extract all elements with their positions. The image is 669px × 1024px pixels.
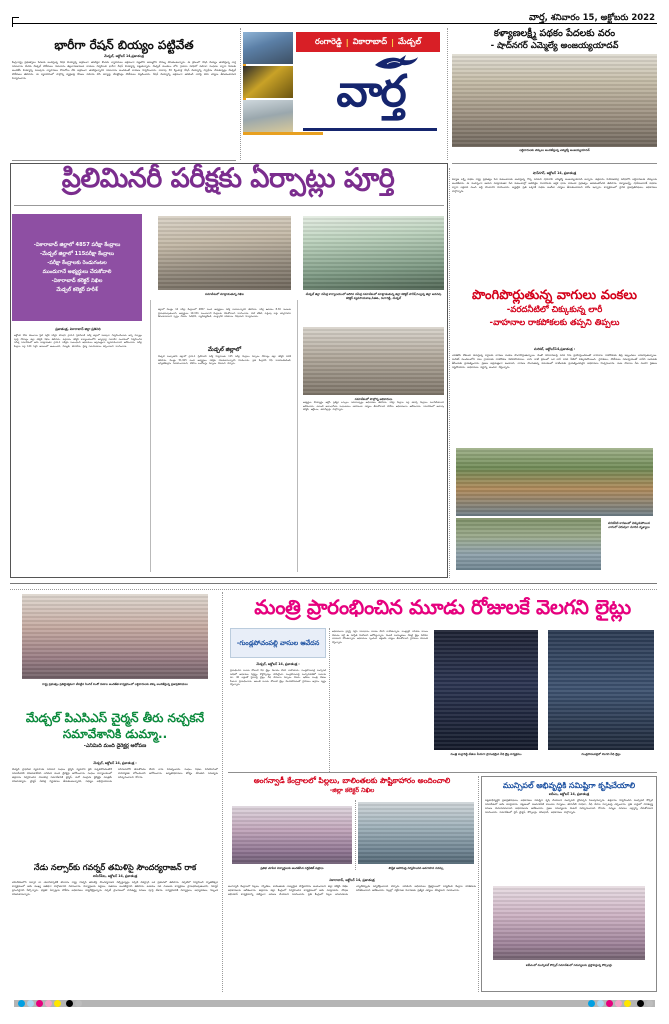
municipal-dateline: ఐబీఎం, అక్టోబర్ 14, ప్రజాతంత్ర	[548, 792, 590, 796]
main-story-highlights-box	[12, 214, 142, 321]
gutter-rule-2	[447, 28, 448, 160]
lights-col-2	[332, 630, 428, 769]
anganwadi-audience-photo	[358, 802, 474, 864]
masthead-underline	[303, 128, 437, 131]
main-col-rule-1	[150, 300, 151, 572]
district-rangareddy: రంగారెడ్డి	[314, 36, 342, 46]
divider-top-left	[12, 160, 236, 161]
lights-story-bottom-rule	[228, 772, 657, 773]
issue-date: , శనివారం 15, అక్టోబరు 2022	[544, 13, 655, 23]
anganwadi-headline: అంగన్వాడీ కేంద్రాలలో పిల్లలు, బాలింతలకు పౌష్టికాహారం అందించాలి	[253, 776, 451, 785]
flood-dateline: మరికల్, అక్టోబర్14,ప్రజాతంత్ర :	[533, 347, 575, 351]
municipal-council-caption: ఐబీఎంలో మున్సిపల్ కౌన్సిల్ సమావేశంలో సమస్యలను ప్రస్తావిస్తున్న కౌన్సిలర్లు	[525, 963, 613, 967]
street-light-pole-photo	[548, 630, 654, 750]
main-col-2-body: మేడ్చల్ మల్కాజిగిరి జిల్లాలో గ్రూప్-1 ప్రిలిమినరీ పరీక్ష నిర్వహణకు 115 పరీక్షా కేంద్రాలు ఏర్పాటు చేసినట్లు జిల్లా కలెక్టర్ హరీశ్ తెలిపారు. మొత్తం 51,915 మంది అభ్యర్థులు పరీక్షకు హాజరుకానున్నారని వివరించారు. ప్రతి కేంద్రానికి చీఫ్ సూపరింటెండెంట్, ఇన్విజిలేటర్లను నియమించామని, పోలీసు బందోబస్తు ఏర్పాటు చేశామని చెప్పారు.	[158, 355, 291, 365]
cheque-handover-caption: రాష్ట్ర ప్రభుత్వం ప్రతిష్టాత్మకంగా చేపట్టిన సింగిల్ విండో రుణాల అందజేత కార్యక్రమంలో లబ్ధిదారులకు చెక్కు అందజేస్తున్న ప్రజాప్రతినిధులు	[42, 682, 188, 686]
reg-dot-cyan-right	[588, 1000, 595, 1007]
flood-people-photo	[456, 518, 601, 570]
press-meet-caption: మేడ్చల్ జిల్లా సమీక్ష కార్యాలయంలో జరిగిన సమీక్ష సమావేశంలో మాట్లాడుతున్న జిల్లా కలెక్టర్ హరీశ్,సెల్వన్న జిల్లా అదనపు కలెక్టర్ వ్యవసాయశాఖ,సిఈఓ, రంగారెడ్డి, మేడ్చల్	[305, 292, 442, 300]
pacs-body-block	[12, 760, 218, 860]
gutter-rule-6	[329, 628, 330, 772]
street-light-pole-caption: గుండ్లపోచంపల్లిలో వెలగని వీధి లైట్లు	[581, 752, 621, 756]
masthead-logo-text: వార్త	[336, 66, 405, 117]
ration-dateline: మేడ్చల్, అక్టోబర్ 14,ప్రజాతంత్ర	[104, 54, 144, 58]
flood-headline: పొంగిపొర్లుతున్న వాగులు వంకలు	[471, 288, 638, 303]
main-col-1-body: అక్టోబర్ 16న తెలంగాణ స్టేట్ పబ్లిక్ సర్వీస్ కమిషన్ గ్రూప్-1 ప్రిలిమినరీ పరీక్ష జిల్లాలో సజావుగా నిర్వహించేందుకు అన్ని ఏర్పాట్లు పూర్తి చేసినట్లు జిల్లా కలెక్టర్ నిఖిల తెలిపారు. శుక్రవారం కలెక్టర్ కార్యాలయంలోని అన్నపూర్ణ సమావేశ మందిరంలో నిర్వహించిన సమీక్ష సమావేశంలో ఆమె మాట్లాడుతూ గ్రూప్-1 పరీక్షకు సంబంధించి అధికారులు అప్రమత్తంగా వ్యవహరించాలని ఆదేశించారు. పరీక్షా కేంద్రాల వద్ద 144 సెక్షన్ అమలులో ఉంటుందని, విద్యుత్, తాగునీరు, వైద్య సదుపాయాలు కల్పించాలని సూచించారు.	[14, 334, 142, 348]
cheque-handover-photo	[22, 594, 208, 679]
district-separator-2: |	[391, 37, 394, 47]
municipal-story	[485, 780, 653, 876]
reg-dot-gray-right	[646, 1000, 653, 1007]
lights-col-2-body: అధికారులను ప్రశ్నిస్తే సరైన సమాధానం రావడం లేదని వాపోతున్నారు. కాంట్రాక్టర్ నాసిరకం పనులు చేయడం వల్లే ఈ పరిస్థితి నెలకొందని ఆరోపిస్తున్నారు. వెంటనే మరమ్మతులు చేపట్టి లైట్లు వెలిగేలా చూడాలని కోరుతున్నారు. అధికారులు స్పందించి తక్షణమే చర్యలు తీసుకోవాలని స్థానికులు డిమాండ్ చేస్తున్నారు.	[332, 630, 428, 644]
flood-lorry-photo	[456, 448, 653, 516]
lights-subhead-box	[230, 628, 326, 658]
flood-body-block	[452, 346, 657, 442]
flood-photo-caption: వరదనీటి కారణంలో చిక్కుకుపోయిన వాగులో చెరువుగా మారిన దృశ్యాలు	[608, 521, 650, 530]
kalyanalakshmi-photo-caption: లబ్ధిదారులకు చెక్కులు అందజేస్తున్న ఎమ్మెల్యే అంజయ్యయాదవ్	[519, 148, 590, 152]
municipal-headline: మున్సిపల్ అభివృద్ధికి సమిష్టిగా కృషిచేయాలి	[502, 781, 636, 790]
registration-bar	[14, 1000, 655, 1007]
anganwadi-children-photo	[232, 806, 352, 864]
reg-dot-yellow-left	[54, 1000, 61, 1007]
anganwadi-subhead: -జిల్లా కలెక్టర్ నిఖిల	[329, 787, 375, 794]
highlight-line-3: -పరీక్షా కేంద్రాలకు రెండుగంటల	[47, 260, 107, 266]
reg-dot-lightmagenta-right	[615, 1000, 622, 1007]
pacs-headline-block	[12, 710, 218, 756]
masthead-bottom-bar	[243, 132, 323, 135]
mid-page-divider	[10, 583, 657, 584]
publication-name: వార్త	[529, 12, 545, 23]
gutter-rule-7	[355, 800, 356, 870]
pacs-headline-line-1: మేడ్చల్ పిఎసిఎస్ చైర్మన్ తీరు నచ్చకనే	[25, 711, 205, 725]
kalyanalakshmi-photo	[452, 54, 657, 147]
collector-meeting-caption: సమావేశంలో మాట్లాడుతున్న నిఖిల	[205, 292, 244, 296]
mid-page-divider-dotted	[10, 589, 657, 590]
inauguration-poster-photo	[434, 630, 538, 750]
ration-body: కేంద్ర,రాష్ట్ర ప్రభుత్వాలు పేదలకు అందిస్తున్న రేషన్ బియ్యాన్ని అక్రమంగా తరలిస్తూ కొందరు వ్యాపారులు అక్రమంగా పట్టుకొని అమ్ముకొని సొమ్ము చేసుకుంటున్నారు. ఈ క్రమంలో రేషన్ బియ్యం తరలిస్తున్న వార్త సమాచారం మేరకు మేడ్చల్ పోలీసులు గురువారం తెల్లవారుజామున దాడులు నిర్వహించి భారీగా రేషన్ బియ్యాన్ని పట్టుకున్నారు. మేడ్చల్ మండలం లోని గ్రామాల పరిధిలో మహిళా సంఘాల ద్వారా పేదలకు అందజేసే బియ్యాన్ని పలువురు వ్యాపారులు కొనుగోలు చేసి అక్రమంగా తరలిస్తున్నారని సమాచారం అందడంతో దాడులు నిర్వహించారు. దాదాపు 30 క్వింటాళ్ల రేషన్ బియ్యాన్ని స్వాధీనం చేసుకున్నట్లు మేడ్చల్ పోలీసులు తెలిపారు. ఈ వ్యవహారంలో పాల్గొన్న వ్యక్తులపై కేసులు నమోదు చేసి దర్యాప్తు చేపట్టినట్లు పోలీసులు వెల్లడించారు. రేషన్ బియ్యాన్ని అక్రమంగా తరలించే వారిపై కఠిన చర్యలు తీసుకుంటామని హెచ్చరించారు.	[12, 61, 236, 80]
press-meet-photo	[303, 216, 444, 290]
lights-col-1	[230, 661, 326, 769]
municipal-council-photo	[493, 886, 645, 960]
anganwadi-headline-block	[228, 776, 476, 800]
main-col-1	[14, 326, 142, 572]
lights-dateline: మేడ్చల్, అక్టోబర్ 14, ప్రజాతంత్ర :	[256, 662, 300, 666]
main-col-3	[303, 401, 444, 573]
anganwadi-dateline: వికారాబాద్, అక్టోబర్ 14, ప్రజాతంత్ర	[329, 878, 375, 882]
main-subhead-medchal: మేడ్చల్ జిల్లాలో	[207, 347, 242, 353]
reg-dot-black-left	[66, 1000, 73, 1007]
collector-meeting-photo	[158, 216, 291, 290]
lights-subhead: -గుండ్లపోచంపల్లి వాసుల ఆవేదన	[236, 638, 320, 647]
ration-headline: భారీగా రేషన్ బియ్యం పట్టివేత	[54, 38, 194, 52]
gutter-rule-3	[449, 168, 450, 578]
kalyanalakshmi-dateline: షాద్‌నగర్, అక్టోబర్ 14, ప్రజాతంత్ర	[532, 171, 577, 175]
officials-hall-caption: సమావేశంలో పాల్గొన్న అధికారులు	[354, 397, 393, 401]
reg-dot-gray-left	[75, 1000, 82, 1007]
main-col-3-body: అభ్యర్థుల సౌకర్యార్థం ఆర్టీసీ ప్రత్యేక బస్సులు నడపనున్నట్లు అధికారులు తెలిపారు. పరీక్షా కేంద్రాల వద్ద జిరాక్స్ కేంద్రాలు మూసివేయాలని ఆదేశించారు. ఎలాంటి అవాంఛనీయ సంఘటనలు జరగకుండా చర్యలు తీసుకోవాలని పోలీసు అధికారులను ఆదేశించారు. సమావేశంలో అదనపు కలెక్టర్, ఆర్డీఓలు, తహసీల్దార్లు పాల్గొన్నారు.	[303, 401, 444, 411]
main-col-2-intro: జిల్లాలో మొత్తం 14 పరీక్షా కేంద్రాలలో 4857 మంది అభ్యర్థులు పరీక్ష రాయనున్నారని తెలిపారు. పరీక్ష ఉదయం 8.30 గంటలకు ప్రారంభమవుతుందని, అభ్యర్థులు 10-15ని ముందుగానే కేంద్రాలకు చేరుకోవాలని సూచించారు. హాల్ టికెట్, గుర్తింపు కార్డు తప్పనిసరిగా తీసుకురావాలని స్పష్టం చేశారు. సెల్‌ఫోన్, క్యాలిక్యులేటర్, ఎలక్ట్రానిక్ పరికరాలు నిషేధమని హెచ్చరించారు.	[158, 308, 291, 318]
gutter-rule-4	[222, 592, 223, 992]
main-dateline-1: ప్రజాతంత్ర, వికారాబాద్ జిల్లా ప్రతినిధి	[55, 327, 101, 331]
main-col-rule-2	[297, 300, 298, 572]
industry-photo	[243, 100, 293, 132]
flood-subhead-1: -వరదనీటిలో చిక్కుకున్న లారీ	[506, 305, 603, 315]
governor-body: శామీర్‌పేటలోని నల్సార్ లా యూనివర్సిటీకి శనివారం రాష్ట్ర గవర్నర్ తమిళిసై సౌందర్యరాజన్ విచ్చేస్తున్నట్లు వర్సిటీ రిజిస్ట్రార్ ఒక ప్రకటనలో తెలిపారు. వర్సిటీలో నిర్వహించే స్నాతకోత్సవ కార్యక్రమంలో ఆమె ముఖ్య అతిథిగా పాల్గొంటారని వివరించారు. విద్యార్థులకు పట్టాలు, పతకాలు అందజేస్తారని తెలిపారు. ఉదయం పది గంటలకు కార్యక్రమం ప్రారంభమవుతుందని, గవర్నర్ ప్రసంగిస్తారని పేర్కొన్నారు. భద్రతా ఏర్పాట్లను పోలీసు అధికారులు పర్యవేక్షిస్తున్నారు. వర్సిటీ ప్రాంగణంలో పారిశుద్ధ్య పనులు పూర్తి చేశారు. కార్యక్రమానికి విద్యార్థులు, అధ్యాపకులు, సిబ్బంది హాజరుకానున్నారు.	[12, 881, 218, 896]
reg-dot-lightmagenta-left	[45, 1000, 52, 1007]
crop-mark-horizontal	[12, 17, 19, 18]
kalyanalakshmi-body: కళ్యాణ లక్ష్మీ పథకం రాష్ట్ర ప్రభుత్వం పేద కుటుంబాలకు అందిస్తున్న గొప్ప వరమని షాద్‌నగర్ ఎమ్మెల్యే అంజయ్యయాదవ్ అన్నారు. శుక్రవారం నియోజకవర్గ పరిధిలోని లబ్ధిదారులకు చెక్కులను అందజేశారు. ఈ సందర్భంగా ఆయన మాట్లాడుతూ పేద కుటుంబాల్లో ఆడబిడ్డల వివాహాలకు ఆర్థిక భారం కాకుండా ప్రభుత్వం ఆదుకుంటోందని తెలిపారు. కళ్యాణలక్ష్మీ, షాదీముబారక్ పథకాల ద్వారా లక్షలాది మంది లబ్ధి పొందారని వివరించారు. అర్హులైన ప్రతి ఒక్కరికీ పథకం అందేలా చర్యలు తీసుకుంటామని హామీ ఇచ్చారు. కార్యక్రమంలో స్థానిక ప్రజాప్రతినిధులు, అధికారులు పాల్గొన్నారు.	[452, 178, 657, 193]
masthead-photo-strip	[243, 32, 293, 132]
reg-dot-black-right	[637, 1000, 644, 1007]
gutter-rule-5	[478, 776, 479, 992]
lights-headline: మంత్రి ప్రారంభించిన మూడు రోజులకే వెలగని లైట్లు	[254, 595, 631, 619]
highlight-line-1: -వికారాబాద్ జిల్లాలో 4857 పరీక్షా కేంద్రాలు	[33, 242, 121, 248]
main-headline-rule	[14, 205, 444, 206]
district-separator-1: |	[345, 37, 349, 47]
flood-headline-block	[452, 288, 657, 344]
highlight-line-6: మేడ్చల్ కలెక్టర్ హరీశ్	[56, 287, 98, 293]
pacs-body: మేడ్చల్ ప్రాథమిక వ్యవసాయ సహకార సంఘం చైర్మన్ వ్యవహార శైలి నచ్చకపోవడంతోనే సమావేశానికి హాజరుకాలేదని ఎనిమిది మంది డైరెక్టర్లు ఆరోపించారు. సంఘం కార్యాలయంలో శుక్రవారం నిర్వహించిన పాలకవర్గ సమావేశానికి చైర్మన్, మరో ముగ్గురు డైరెక్టర్లు మాత్రమే హాజరయ్యారు. చైర్మన్ ఏకపక్ష నిర్ణయాలు తీసుకుంటున్నారని, సభ్యుల అభిప్రాయాలను పరిగణనలోకి తీసుకోవడం లేదని వారు విమర్శించారు. సంఘం నిధుల వినియోగంలో పారదర్శకత లోపించిందని ఆరోపించారు. ఉన్నతాధికారులు జోక్యం చేసుకుని సమస్యను పరిష్కరించాలని కోరారు.	[12, 768, 218, 783]
reg-dot-lightcyan-left	[27, 1000, 34, 1007]
reg-dot-lightcyan-right	[597, 1000, 604, 1007]
kalyanalakshmi-subhead: - షాద్‌నగర్ ఎమ్మెల్యే అంజయ్యయాదవ్	[490, 41, 619, 51]
anganwadi-body: అంగన్వాడీ కేంద్రాలలో పిల్లలు, గర్భిణీలు, బాలింతలకు నాణ్యమైన పౌష్టికాహారం అందించాలని జిల్లా కలెక్టర్ నిఖిల అధికారులను ఆదేశించారు. శుక్రవారం జిల్లా కేంద్రంలో నిర్వహించిన కార్యక్రమంలో ఆమె మాట్లాడారు. పోషణ అభియాన్ కార్యక్రమాన్ని పటిష్టంగా అమలు చేయాలని సూచించారు. ప్రతి కేంద్రంలో పిల్లల ఎదుగుదలను ఎప్పటికప్పుడు పర్యవేక్షించాలని చెప్పారు. ఐసీడీఎస్ అధికారులు క్షేత్రస్థాయిలో పర్యటించి కేంద్రాల పనితీరును పరిశీలించాలని ఆదేశించారు. పిల్లల్లో రక్తహీనత నివారణకు ప్రత్యేక చర్యలు చేపట్టాలని సూచించారు.	[228, 885, 476, 896]
reg-dot-magenta-right	[606, 1000, 613, 1007]
pacs-headline-line-2: సమావేశానికి డుమ్మా..	[62, 727, 168, 741]
anganwadi-audience-caption: పౌష్టిక ఆహారంపై నిర్వహించిన అవగాహన సదస్సు	[388, 866, 444, 870]
flood-body: ఎడతెరిపి లేకుండా కురుస్తున్న వర్షాలకు వాగులు వంకలు పొంగిపొర్లుతున్నాయి. దీంతో రహదారులపై వరద నీరు ప్రవహిస్తుండటంతో వాహనాల రాకపోకలకు తీవ్ర ఇబ్బందులు ఎదురవుతున్నాయి. మరికల్ మండలంలోని పలు గ్రామాలకు రాకపోకలు నిలిచిపోయాయి. వాగు దాటే క్రమంలో ఒక లారీ వరద నీటిలో చిక్కుకుపోయింది. స్థానికులు, పోలీసులు సమన్వయంతో లారీని బయటకు తీసేందుకు ప్రయత్నించారు. ప్రజలు అప్రమత్తంగా ఉండాలని, వాగులు పొంగుతున్న సమయంలో దాటేందుకు ప్రయత్నించవద్దని అధికారులు హెచ్చరించారు. పంట పొలాలు నీట మునిగి రైతులు నష్టపోయారు. అధికారులు నష్టాన్ని అంచనా వేస్తున్నారు.	[452, 354, 657, 369]
district-vikarabad: వికారాబాద్	[352, 36, 388, 46]
pacs-dateline: మేడ్చల్, అక్టోబర్ 14, ప్రజాతంత్ర :	[93, 761, 137, 765]
anganwadi-body-block	[228, 877, 476, 992]
temple-photo	[243, 32, 293, 64]
governor-story	[12, 862, 218, 992]
inauguration-poster-caption: మంత్రి మల్లారెడ్డి చేతుల మీదుగా ప్రారంభమైన వీధి లైట్ల కార్యక్రమం	[450, 752, 522, 756]
reg-dot-magenta-left	[36, 1000, 43, 1007]
highlight-line-2: -మేడ్చల్ జిల్లాలో 115పరీక్షా కేంద్రాలు	[39, 251, 114, 257]
governor-dateline: శామీర్‌పేట, అక్టోబర్ 14, ప్రజాతంత్ర	[92, 874, 138, 878]
kalyanalakshmi-headline: కళ్యాణలక్ష్మీ పథకం పేదలకు వరం	[493, 28, 616, 39]
flood-subhead-2: -వాహనాల రాకపోకలకు తప్పని తిప్పలు	[489, 318, 620, 328]
governor-headline: నేడు నల్సార్‌కు గవర్నర్ తమిళిసై సౌందర్యరాజన్ రాక	[33, 863, 197, 872]
kalyanalakshmi-body-block	[452, 170, 657, 282]
ration-seizure-story	[12, 33, 236, 157]
divider-top-right	[452, 163, 657, 164]
reg-dot-cyan-left	[18, 1000, 25, 1007]
main-headline: ప్రిలిమినరీ పరీక్షకు ఏర్పాట్లు పూర్తి	[61, 163, 395, 194]
lights-headline-block	[228, 594, 657, 624]
district-medchal: మేడ్చల్	[397, 36, 422, 46]
crop-mark-vertical	[12, 17, 13, 27]
lights-col-1-body: ప్రారంభించిన మూడు రోజులకే వీధి లైట్లు వెలగడం లేదని వాపోయారు. గుండ్లపోచంపల్లి మున్సిపల్ పరిధిలో అధికారుల నిర్లక్ష్యం కొట్టొచ్చినట్లు కనిపిస్తోంది. గుండ్లపోచంపల్లి మున్సిపాలిటీలో సుమారు రూ. 40 లక్షలతో హైమాస్ట్ లైట్లు, వీధి దీపాలను ఏర్పాటు చేశారు. ఇటీవల మంత్రి చేతుల మీదుగా ప్రారంభించారు. అయితే మూడు రోజులకే లైట్లు వెలగకపోవడంతో స్థానికులు ఆగ్రహం వ్యక్తం చేస్తున్నారు.	[230, 669, 326, 686]
deity-photo	[243, 66, 293, 98]
main-col-2	[158, 308, 291, 572]
municipal-body: పట్టణాభివృద్ధికి ప్రజాప్రతినిధులు, అధికారులు సమిష్టిగా కృషి చేయాలని మున్సిపల్ చైర్‌పర్సన్ పిలుపునిచ్చారు. శుక్రవారం నిర్వహించిన మున్సిపల్ కౌన్సిల్ సమావేశంలో ఆమె మాట్లాడారు. పట్టణంలో మురుగునీటి కాలువల నిర్మాణం, తాగునీటి సరఫరా, వీధి దీపాల ఏర్పాటుపై చర్చించారు. ప్రతి వార్డులో పారిశుద్ధ్య పనులు మెరుగుపరచాలని అధికారులను ఆదేశించారు. ప్రజల సమస్యలను వెంటనే పరిష్కరించాలని కోరారు. పన్నుల వసూలు లక్ష్యాన్ని చేరుకోవాలని సూచించారు. సమావేశంలో వైస్ చైర్మన్, కౌన్సిలర్లు, కమిషనర్, అధికారులు పాల్గొన్నారు.	[485, 799, 653, 814]
officials-hall-photo	[303, 327, 444, 395]
reg-dot-yellow-right	[624, 1000, 631, 1007]
highlight-line-5: -వికారాబాద్ కలెక్టర్ నిఖిల	[51, 278, 103, 284]
highlight-line-4: ముందుగానే అభ్యర్థులు చేరుకోవాలి	[42, 269, 112, 275]
gutter-rule-1	[240, 28, 241, 160]
issue-date-line	[529, 12, 655, 25]
district-strip	[296, 32, 440, 52]
pacs-subhead: -ఎనిమిది మంది డైరెక్టర్ల ఆరోపణ	[83, 743, 147, 749]
anganwadi-children-caption: ప్రతిభ చూపిన విద్యార్థులకు అందజేసిన సర్టిఫికెట్ పత్రాలు	[260, 866, 324, 870]
masthead	[243, 30, 440, 160]
kalyanalakshmi-story	[452, 28, 657, 160]
